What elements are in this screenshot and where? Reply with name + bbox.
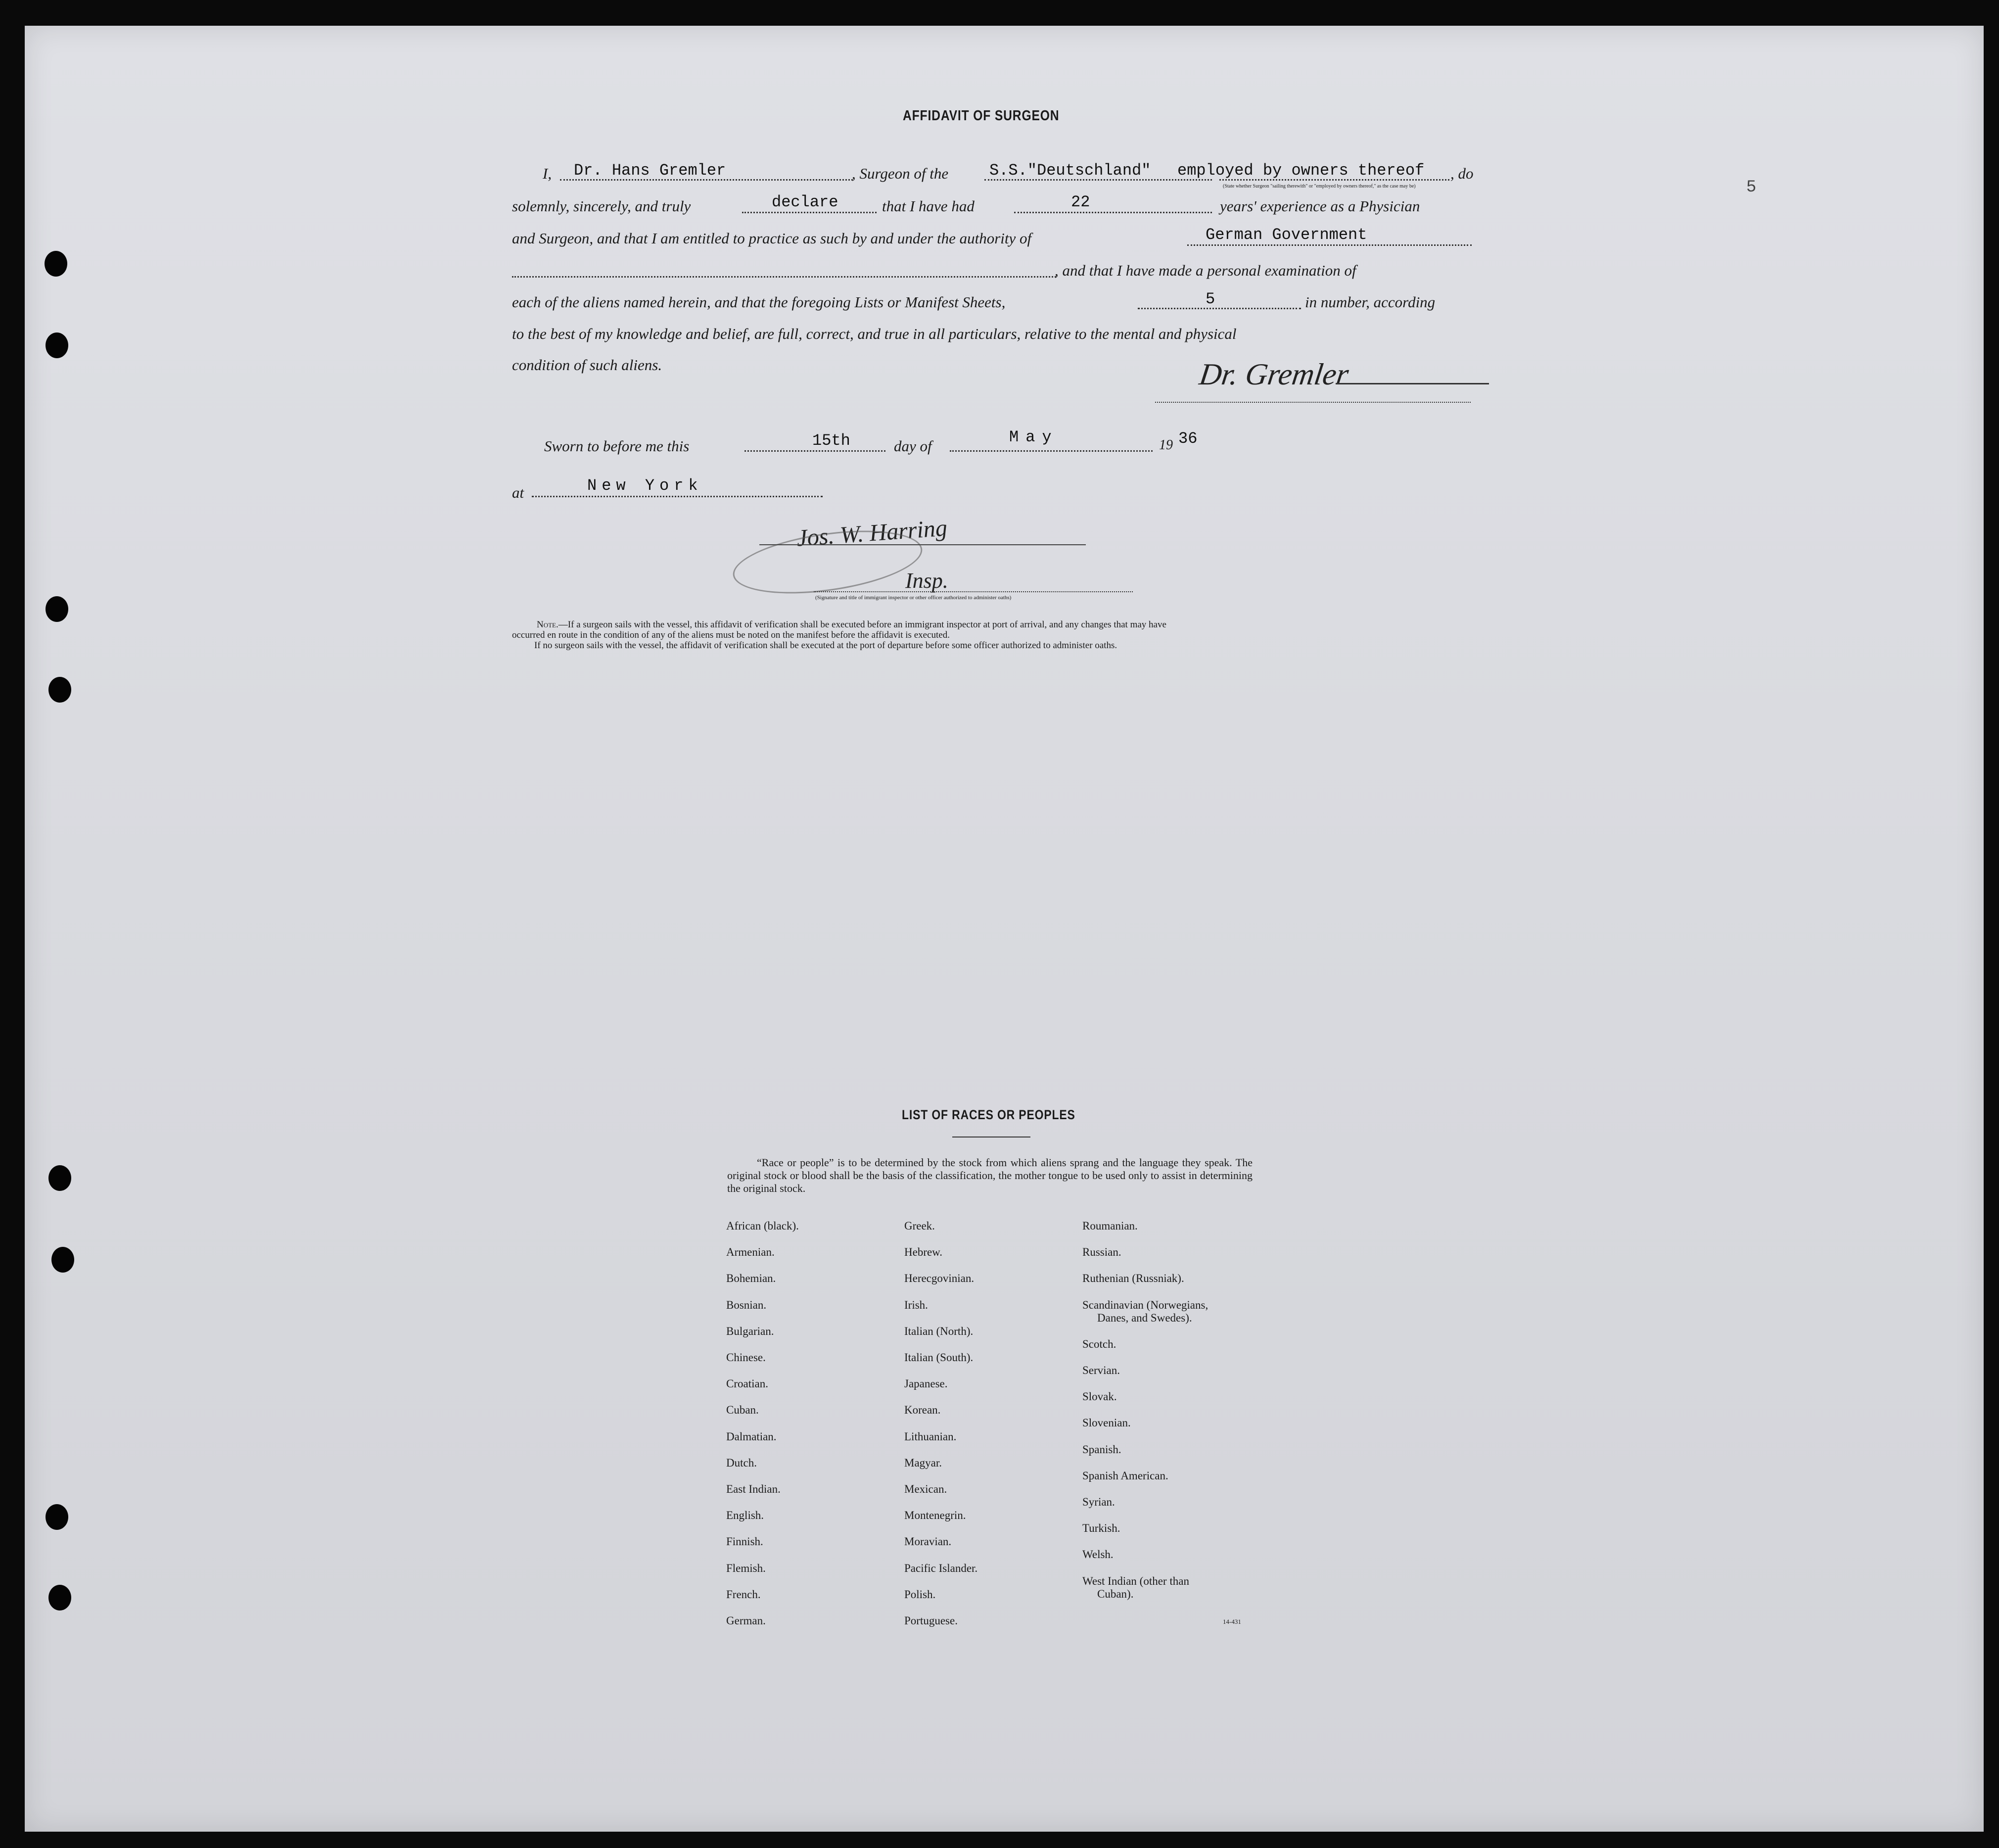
employment-status: employed by owners thereof <box>1177 161 1425 180</box>
punch-hole <box>46 596 68 622</box>
race-item: Montenegrin. <box>904 1509 966 1521</box>
note-line-3: If no surgeon sails with the vessel, the affidavit of verification shall be executed at the port of departure before some officer authorized to administer oaths. <box>534 640 1117 651</box>
line2-suffix: years' experience as a Physician <box>1220 197 1420 215</box>
page-number: 5 <box>1746 178 1757 197</box>
punch-hole <box>45 251 67 277</box>
race-item: Pacific Islander. <box>904 1562 978 1574</box>
declare-verb: declare <box>772 193 838 211</box>
line2-prefix: solemnly, sincerely, and truly <box>512 197 691 215</box>
line3-prefix: and Surgeon, and that I am entitled to practice as such by and under the authority of <box>512 230 1032 247</box>
affidavit-title: AFFIDAVIT OF SURGEON <box>903 108 1060 124</box>
sworn-place: New York <box>587 476 703 495</box>
officer-caption: (Signature and title of immigrant inspector or other officer authorized to administer oaths) <box>815 595 1012 601</box>
note-line-1 <box>537 619 1166 630</box>
races-intro: “Race or people” is to be determined by the stock from which aliens sprang and the language they speak. The original stock or blood shall be the basis of the classification, the mother tongue to be used only to assist in determining the original stock. <box>727 1156 1253 1194</box>
employment-hint: (State whether Surgeon "sailing therewith" or "employed by owners thereof," as the case may be) <box>1223 184 1416 189</box>
race-item: Greek. <box>904 1220 935 1232</box>
race-item: Spanish American. <box>1082 1469 1168 1482</box>
race-item: Moravian. <box>904 1535 952 1548</box>
race-item: Roumanian. <box>1082 1220 1138 1232</box>
race-item: Lithuanian. <box>904 1430 957 1443</box>
form-number: 14-431 <box>1223 1618 1241 1625</box>
race-item: Italian (North). <box>904 1325 974 1337</box>
race-item: Slovak. <box>1082 1390 1117 1403</box>
race-item: Dalmatian. <box>726 1430 777 1443</box>
race-item: Russian. <box>1082 1246 1121 1258</box>
surgeon-name-line <box>560 179 853 181</box>
race-item: Ruthenian (Russniak). <box>1082 1272 1184 1284</box>
race-item: Herecgovinian. <box>904 1272 975 1284</box>
punch-hole <box>48 677 71 703</box>
manifest-sheets-count: 5 <box>1206 290 1215 308</box>
race-item: French. <box>726 1588 761 1601</box>
race-item: Slovenian. <box>1082 1417 1131 1429</box>
authority: German Government <box>1206 226 1367 244</box>
surgeon-signature: Dr. Gremler <box>1197 358 1351 391</box>
punch-hole <box>46 1504 68 1530</box>
signature-flourish <box>1336 383 1489 384</box>
race-item: Spanish. <box>1082 1443 1121 1456</box>
race-item: Armenian. <box>726 1246 775 1258</box>
note-text: —If a surgeon sails with the vessel, this affidavit of verification shall be executed before an immigrant inspector at port of arrival, and any changes that may have <box>558 619 1166 630</box>
years-experience: 22 <box>1071 193 1090 211</box>
sworn-year-prefix: 19 <box>1159 437 1173 453</box>
officer-signature-line <box>759 544 1086 545</box>
authority-line <box>1187 244 1472 246</box>
race-item: Dutch. <box>726 1457 757 1469</box>
punch-hole <box>48 1585 71 1611</box>
sworn-day: 15th <box>812 431 850 450</box>
line6: to the best of my knowledge and belief, are full, correct, and true in all particulars, relative to the mental and physical <box>512 325 1237 342</box>
race-item: Finnish. <box>726 1535 763 1548</box>
race-item: Bohemian. <box>726 1272 776 1284</box>
line7: condition of such aliens. <box>512 356 662 374</box>
officer-signature: Jos. W. Harring <box>795 515 948 552</box>
race-item: Hebrew. <box>904 1246 943 1258</box>
officer-title-line <box>814 591 1133 592</box>
sworn-day-line <box>744 450 885 452</box>
vessel-name: S.S."Deutschland" <box>989 161 1151 180</box>
race-item: African (black). <box>726 1220 799 1232</box>
race-item: Portuguese. <box>904 1614 958 1627</box>
line5-prefix: each of the aliens named herein, and that the foregoing Lists or Manifest Sheets, <box>512 293 1006 311</box>
race-item: Flemish. <box>726 1562 766 1574</box>
race-item: West Indian (other than <box>1082 1575 1189 1587</box>
line5-suffix: in number, according <box>1305 293 1436 311</box>
race-item: Syrian. <box>1082 1496 1115 1508</box>
race-item: Cuban). <box>1097 1588 1134 1600</box>
surgeon-signature-line <box>1155 402 1471 403</box>
race-item: Italian (South). <box>904 1351 974 1364</box>
sworn-month: May <box>1009 428 1059 446</box>
race-item: Cuban. <box>726 1404 759 1416</box>
race-item: Magyar. <box>904 1457 942 1469</box>
line1-prefix: I, <box>543 165 552 182</box>
race-item: Bulgarian. <box>726 1325 774 1337</box>
sworn-place-line <box>532 496 823 497</box>
race-item: East Indian. <box>726 1483 781 1495</box>
race-item: Irish. <box>904 1299 928 1311</box>
race-item: Mexican. <box>904 1483 947 1495</box>
authority-line-continued <box>512 276 1056 278</box>
note-label: Note. <box>537 619 558 630</box>
race-item: Welsh. <box>1082 1548 1114 1561</box>
race-item: Turkish. <box>1082 1522 1120 1534</box>
race-item: Polish. <box>904 1588 936 1601</box>
years-line <box>1014 212 1212 213</box>
at-prefix: at <box>512 484 524 501</box>
races-title: LIST OF RACES OR PEOPLES <box>902 1107 1075 1122</box>
race-item: Servian. <box>1082 1364 1120 1376</box>
bleed-through-text <box>139 485 145 498</box>
race-item: Scotch. <box>1082 1338 1116 1350</box>
race-item: Bosnian. <box>726 1299 767 1311</box>
race-item: Korean. <box>904 1404 941 1416</box>
race-item: German. <box>726 1614 766 1627</box>
employment-line <box>1219 179 1449 181</box>
line2-mid: that I have had <box>882 197 975 215</box>
race-item: Croatian. <box>726 1377 768 1390</box>
note-line-2: occurred en route in the condition of any of the aliens must be noted on the manifest before the affidavit is executed. <box>512 630 950 640</box>
sworn-year: 36 <box>1178 429 1198 448</box>
race-item: English. <box>726 1509 764 1521</box>
line1-surgeon-of: , Surgeon of the <box>852 165 949 182</box>
race-item: Danes, and Swedes). <box>1097 1312 1192 1324</box>
race-item: Scandinavian (Norwegians, <box>1082 1299 1209 1311</box>
race-item: Chinese. <box>726 1351 766 1364</box>
line1-do: , do <box>1450 165 1474 182</box>
punch-hole <box>48 1165 71 1191</box>
punch-hole <box>51 1247 74 1273</box>
punch-hole <box>46 332 68 358</box>
sheets-line <box>1138 308 1301 309</box>
sworn-prefix: Sworn to before me this <box>544 437 690 455</box>
race-item: Japanese. <box>904 1377 948 1390</box>
sworn-month-line <box>950 450 1153 452</box>
officer-title: Insp. <box>905 569 948 593</box>
line4-suffix: , and that I have made a personal examination of <box>1055 262 1356 279</box>
declare-line <box>742 212 877 213</box>
surgeon-name: Dr. Hans Gremler <box>574 161 726 180</box>
sworn-day-of: day of <box>894 437 932 455</box>
